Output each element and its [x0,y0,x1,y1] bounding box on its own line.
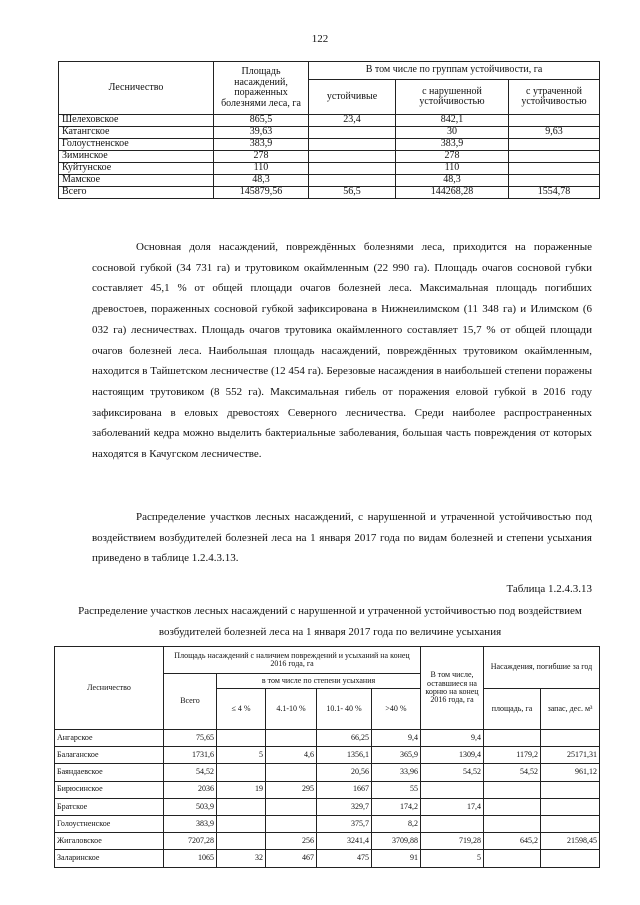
t2-cell-value [484,798,541,815]
t1-row [59,115,600,127]
t2-cell-value: 256 [266,833,317,850]
t2-cell-value: 2036 [164,781,217,798]
t1-cell-value [309,139,396,151]
t2-cell-value [484,815,541,832]
t2-cell-value [541,781,600,798]
t1-cell-value [509,139,600,151]
t1-cell-forestry: Зиминское [59,151,214,163]
t2-cell-value [266,730,317,747]
t2-cell-value: 645,2 [484,833,541,850]
t1-row [59,163,600,175]
t1-cell-value: 48,3 [214,175,309,187]
t2-cell-value: 475 [317,850,372,867]
t1-cell-forestry: Катангское [59,127,214,139]
t2-row [55,850,600,867]
t1-row [59,139,600,151]
t2-header-dead-stock: запас, дес. м³ [541,689,600,730]
t2-cell-value: 467 [266,850,317,867]
t2-header-by-degree: в том числе по степени усыхания [217,674,421,689]
t2-cell-forestry: Заларинское [55,850,164,867]
t2-cell-value: 1065 [164,850,217,867]
t2-header-d2: 4.1-10 % [266,689,317,730]
t2-cell-value: 4,6 [266,747,317,764]
t2-cell-value [421,815,484,832]
t2-cell-value: 55 [372,781,421,798]
t2-cell-forestry: Жигаловское [55,833,164,850]
t2-cell-value [217,764,266,781]
paragraph-diseases: Основная доля насаждений, повреждённых болезнями леса, приходится на пораженные сосновой губкой (34 731 га) и трутовиком окаймленным (22 990 га). Площадь очагов сосновой губки составляет 45,1 % от общей площади очагов болезней леса. Максимальная площадь погибших древостоев, пораженных сосновой губкой зафиксирована в Нижнеилимском (11 348 га) и Илимском (6 032 га) лесничествах. Площадь очагов трутовика окаймленного составляет 15,7 % от общей площади очагов болезней леса. Наибольшая площадь насаждений, повреждённых трутовиком окаймленным, находится в Тайшетском лесничестве (12 454 га). Березовые насаждения в наибольшей степени поражены настоящим трутовиком (8 552 га). Максимальная гибель от поражения еловой губкой в 2016 году зафиксирована в еловых древостоях Северного лесничества. Среди наиболее распространенных заболеваний кедра можно выделить бактериальные заболевания, большая часть повреждения от которых находятся в Качугском лесничестве. [92,241,592,461]
t1-cell-value [309,175,396,187]
t2-cell-value: 5 [217,747,266,764]
t2-cell-forestry: Бирюсинское [55,781,164,798]
t2-header-d1: ≤ 4 % [217,689,266,730]
t2-cell-value: 91 [372,850,421,867]
t2-row [55,747,600,764]
drying-degree-table [54,646,600,868]
t1-cell-value: 110 [214,163,309,175]
t1-header-groups: В том числе по группам устойчивости, га [309,62,600,80]
t1-cell-forestry: Всего [59,187,214,199]
t1-cell-value: 30 [396,127,509,139]
t1-header-area: Площадь насаждений, пораженных болезнями леса, га [214,62,309,115]
t1-cell-value: 278 [396,151,509,163]
t2-cell-value [541,730,600,747]
t2-header-d3: 10.1- 40 % [317,689,372,730]
t2-cell-value: 33,96 [372,764,421,781]
t2-cell-forestry: Ангарское [55,730,164,747]
t2-header-total: Всего [164,674,217,730]
t2-cell-forestry: Братское [55,798,164,815]
t1-header-lost: с утраченной устойчивостью [509,80,600,115]
t1-header-forestry: Лесничество [59,62,214,115]
t1-cell-value: 865,5 [214,115,309,127]
t2-cell-value [541,798,600,815]
t2-cell-value [541,850,600,867]
t1-cell-value: 39,63 [214,127,309,139]
t1-cell-value: 23,4 [309,115,396,127]
t1-cell-value: 1554,78 [509,187,600,199]
page-number: 122 [311,33,329,45]
t2-header-forestry: Лесничество [55,647,164,730]
t2-cell-value: 1179,2 [484,747,541,764]
t1-cell-value: 9,63 [509,127,600,139]
t2-cell-value [541,815,600,832]
t1-cell-forestry: Куйтунское [59,163,214,175]
t2-cell-value: 8,2 [372,815,421,832]
t2-cell-value: 1731,6 [164,747,217,764]
t2-cell-value: 54,52 [421,764,484,781]
t1-cell-value: 48,3 [396,175,509,187]
t2-cell-forestry: Балаганское [55,747,164,764]
t2-cell-value [217,730,266,747]
t2-row [55,798,600,815]
t1-cell-value: 145879,56 [214,187,309,199]
t1-cell-value [309,163,396,175]
t2-cell-forestry: Голоустненское [55,815,164,832]
t1-row [59,175,600,187]
t1-cell-value [509,175,600,187]
t2-row [55,833,600,850]
t2-header-remaining: В том числе, оставшиеся на корню на конец 2016 года, га [421,647,484,730]
t1-cell-value: 144268,28 [396,187,509,199]
t1-header-disturbed: с нарушенной устойчивостью [396,80,509,115]
paragraph-distribution: Распределение участков лесных насаждений, с нарушенной и утраченной устойчивостью под воздействием возбудителей болезней леса на 1 января 2017 года по видам болезней и степени усыхания приведено в таблице 1.2.4.3.13. [92,511,592,565]
t2-cell-value: 174,2 [372,798,421,815]
t2-row [55,815,600,832]
t1-cell-value: 383,9 [396,139,509,151]
t2-header-area-group: Площадь насаждений с наличием повреждений и усыханий на конец 2016 года, га [164,647,421,674]
t1-cell-value [509,151,600,163]
t1-cell-forestry: Мамское [59,175,214,187]
t1-cell-value [509,163,600,175]
t2-cell-value: 1356,1 [317,747,372,764]
t2-cell-value: 19 [217,781,266,798]
t1-cell-forestry: Шелеховское [59,115,214,127]
t2-cell-value: 25171,31 [541,747,600,764]
t1-cell-value: 383,9 [214,139,309,151]
t1-header-stable: устойчивые [309,80,396,115]
t2-cell-value: 75,65 [164,730,217,747]
t2-cell-value: 32 [217,850,266,867]
t2-cell-value: 365,9 [372,747,421,764]
t2-cell-value: 503,9 [164,798,217,815]
resistance-groups-table [58,61,600,199]
t2-cell-value: 7207,28 [164,833,217,850]
t1-cell-value [309,127,396,139]
t2-cell-value: 383,9 [164,815,217,832]
t2-cell-value: 20,56 [317,764,372,781]
t2-row [55,764,600,781]
t1-cell-value: 56,5 [309,187,396,199]
t2-cell-value: 295 [266,781,317,798]
t1-row [59,127,600,139]
t1-row [59,151,600,163]
t2-row [55,730,600,747]
t2-cell-value: 375,7 [317,815,372,832]
t2-cell-value: 961,12 [541,764,600,781]
t1-cell-value: 110 [396,163,509,175]
t2-cell-value: 1667 [317,781,372,798]
t2-cell-value: 9,4 [372,730,421,747]
t2-cell-forestry: Баяндаевское [55,764,164,781]
t2-cell-value [421,781,484,798]
t2-cell-value: 719,28 [421,833,484,850]
t2-row [55,781,600,798]
t2-cell-value: 54,52 [164,764,217,781]
t2-cell-value: 17,4 [421,798,484,815]
t2-header-d4: >40 % [372,689,421,730]
t1-cell-value [509,115,600,127]
t2-cell-value: 9,4 [421,730,484,747]
t2-cell-value [266,764,317,781]
t1-cell-value: 842,1 [396,115,509,127]
t2-cell-value: 21598,45 [541,833,600,850]
t2-cell-value [266,815,317,832]
t2-cell-value [266,798,317,815]
t2-cell-value: 329,7 [317,798,372,815]
t2-cell-value [484,850,541,867]
t1-cell-forestry: Голоустненское [59,139,214,151]
t1-cell-value [309,151,396,163]
t2-cell-value [217,798,266,815]
table-caption: Распределение участков лесных насаждений с нарушенной и утраченной устойчивостью под воздействием возбудителей болезней леса на 1 января 2017 года по величине усыхания [78,605,582,638]
t2-cell-value: 54,52 [484,764,541,781]
t1-row [59,187,600,199]
t2-cell-value: 5 [421,850,484,867]
t2-cell-value: 3241,4 [317,833,372,850]
t2-header-dead-area: площадь, га [484,689,541,730]
t2-cell-value [217,833,266,850]
t1-cell-value: 278 [214,151,309,163]
t2-cell-value: 66,25 [317,730,372,747]
t2-cell-value: 3709,88 [372,833,421,850]
t2-cell-value [217,815,266,832]
t2-cell-value [484,781,541,798]
t2-cell-value [484,730,541,747]
table-number: Таблица 1.2.4.3.13 [506,583,592,595]
t2-header-dead-group: Насаждения, погибшие за год [484,647,600,689]
t2-cell-value: 1309,4 [421,747,484,764]
